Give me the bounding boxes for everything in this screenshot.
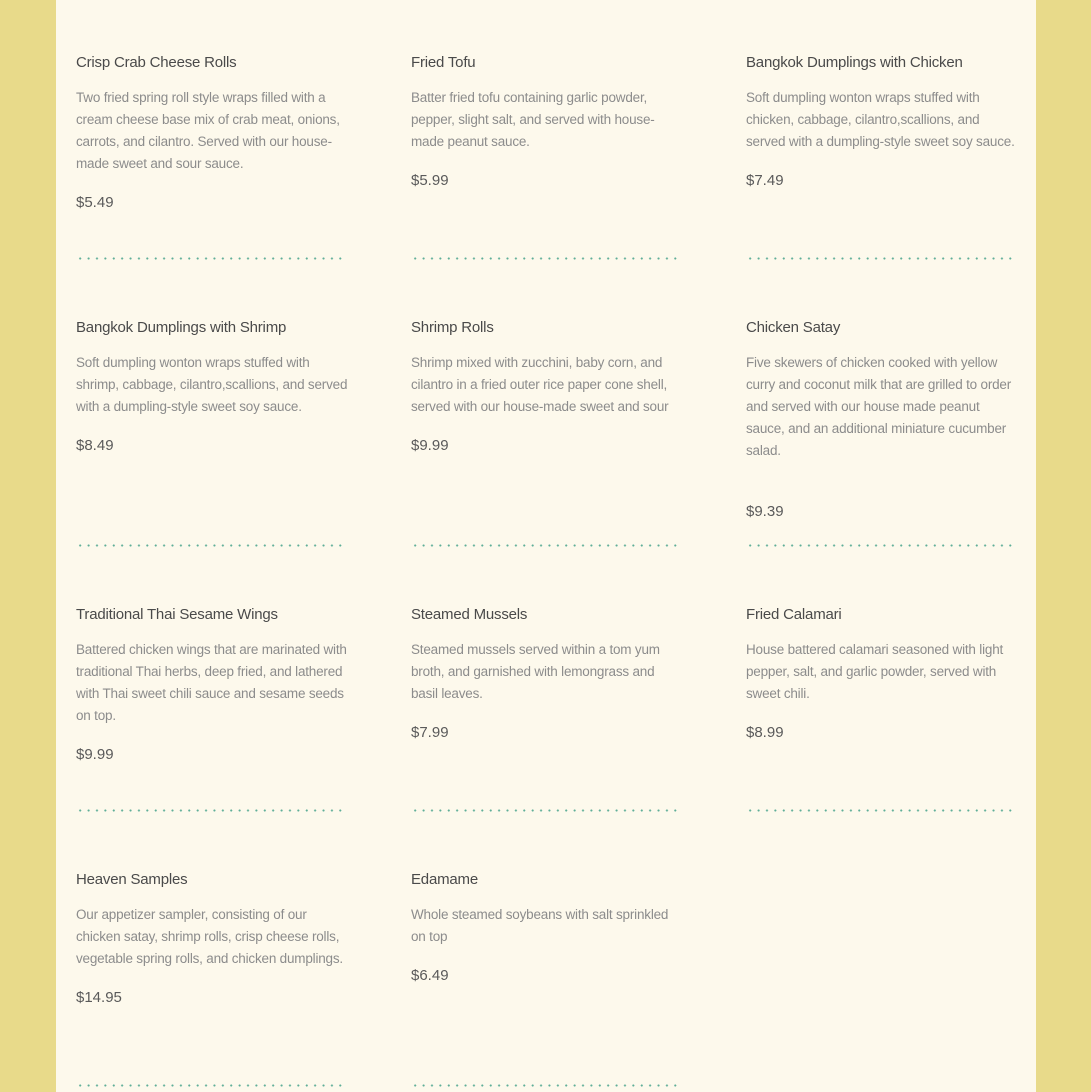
- item-description: Five skewers of chicken cooked with yellow curry and coconut milk that are grilled to order and served with our house made peanut sauce, and an additional miniature cucumber salad.: [746, 355, 1012, 458]
- dotted-divider: [411, 809, 681, 812]
- menu-item: [76, 552, 346, 817]
- dotted-divider: [76, 1084, 346, 1087]
- item-name: Chicken Satay: [746, 319, 841, 336]
- item-price: $14.95: [76, 989, 122, 1006]
- dotted-divider: [746, 809, 1016, 812]
- item-name: Heaven Samples: [76, 871, 188, 888]
- item-price: $8.49: [76, 437, 114, 454]
- menu-grid: [76, 0, 1016, 1092]
- item-name: Fried Tofu: [411, 54, 476, 71]
- dotted-divider: [411, 1084, 681, 1087]
- item-price: $9.39: [746, 503, 784, 520]
- item-price: $9.99: [411, 437, 449, 454]
- item-name: Crisp Crab Cheese Rolls: [76, 54, 237, 71]
- item-price: $6.49: [411, 967, 449, 984]
- menu-panel: [56, 0, 1036, 1092]
- item-name: Fried Calamari: [746, 606, 842, 623]
- item-description: Battered chicken wings that are marinated with traditional Thai herbs, deep fried, and lathered with Thai sweet chili sauce and sesame seeds on top.: [76, 642, 347, 723]
- dotted-divider: [76, 257, 346, 260]
- menu-item: [76, 817, 346, 1092]
- menu-item: [411, 817, 681, 1092]
- dotted-divider: [411, 544, 681, 547]
- dotted-divider: [76, 544, 346, 547]
- item-price: $7.49: [746, 172, 784, 189]
- menu-item: [76, 265, 346, 552]
- menu-item: [411, 265, 681, 552]
- item-description: Batter fried tofu containing garlic powder, pepper, slight salt, and served with house-made peanut sauce.: [411, 90, 655, 149]
- item-description: Our appetizer sampler, consisting of our chicken satay, shrimp rolls, crisp cheese rolls, vegetable spring rolls, and chicken dumplings.: [76, 907, 343, 966]
- item-price: $5.49: [76, 194, 114, 211]
- dotted-divider: [411, 257, 681, 260]
- item-description: Soft dumpling wonton wraps stuffed with shrimp, cabbage, cilantro,scallions, and served with a dumpling-style sweet soy sauce.: [76, 355, 348, 414]
- item-description: Steamed mussels served within a tom yum broth, and garnished with lemongrass and basil leaves.: [411, 642, 660, 701]
- item-description: Soft dumpling wonton wraps stuffed with chicken, cabbage, cilantro,scallions, and served with a dumpling-style sweet soy sauce.: [746, 90, 1015, 149]
- item-name: Steamed Mussels: [411, 606, 528, 623]
- item-name: Bangkok Dumplings with Shrimp: [76, 319, 287, 336]
- item-description: House battered calamari seasoned with light pepper, salt, and garlic powder, served with sweet chili.: [746, 642, 1004, 701]
- menu-item: [76, 0, 346, 265]
- item-name: Traditional Thai Sesame Wings: [76, 606, 278, 623]
- item-price: $7.99: [411, 724, 449, 741]
- item-description: Whole steamed soybeans with salt sprinkled on top: [411, 907, 669, 944]
- menu-item: [746, 265, 1016, 552]
- item-name: Shrimp Rolls: [411, 319, 494, 336]
- item-price: $8.99: [746, 724, 784, 741]
- dotted-divider: [76, 809, 346, 812]
- item-name: Bangkok Dumplings with Chicken: [746, 54, 963, 71]
- menu-item: [746, 552, 1016, 817]
- item-description: Shrimp mixed with zucchini, baby corn, and cilantro in a fried outer rice paper cone shell, served with our house-made sweet and sour: [411, 355, 669, 414]
- menu-item: [746, 0, 1016, 265]
- item-name: Edamame: [411, 871, 478, 888]
- menu-item: [411, 0, 681, 265]
- item-description: Two fried spring roll style wraps filled with a cream cheese base mix of crab meat, onions, carrots, and cilantro. Served with our house-made sweet and sour sauce.: [76, 90, 340, 171]
- dotted-divider: [746, 544, 1016, 547]
- item-price: $9.99: [76, 746, 114, 763]
- dotted-divider: [746, 257, 1016, 260]
- menu-item: [411, 552, 681, 817]
- item-price: $5.99: [411, 172, 449, 189]
